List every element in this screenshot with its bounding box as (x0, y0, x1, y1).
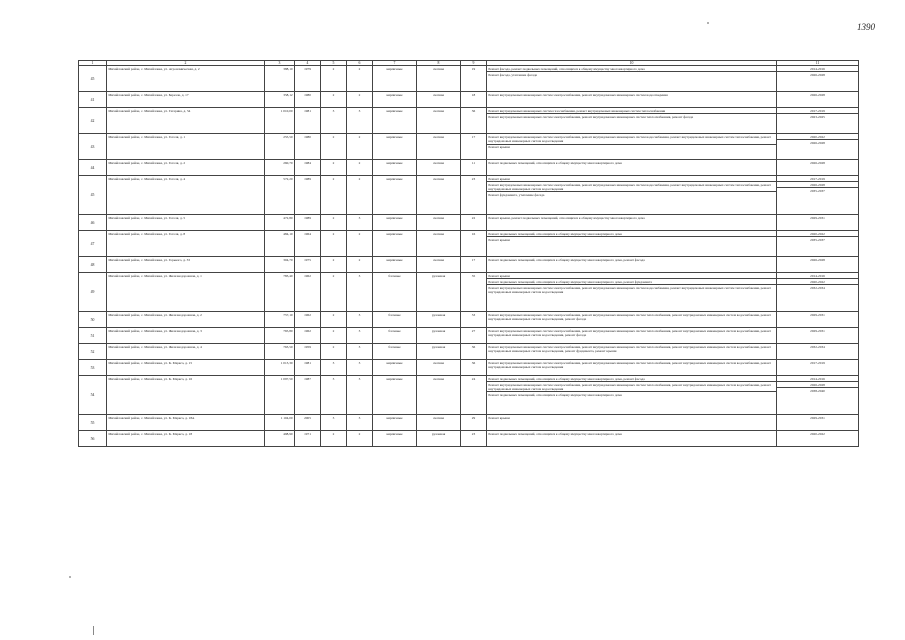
cell-roof: скатная (417, 231, 461, 257)
cell-roof: рулонная (417, 312, 461, 328)
work-item: Ремонт крыши, ремонт подвальных помещений, относящихся к общему имуществу многоквартирного дома (488, 216, 645, 221)
work-period: 2014-2016 (810, 377, 825, 382)
cell-works (487, 231, 777, 257)
cell-year: 1962 (295, 312, 321, 328)
cell-address: Михайловский район, с. Михайловка, ул. К. Маркса, д. 18 (107, 431, 265, 447)
cell-period (777, 344, 859, 360)
cell-works (487, 176, 777, 215)
work-period: 2020-2022 (810, 135, 825, 140)
cell-roof: скатная (417, 415, 461, 431)
cell-roof: скатная (417, 108, 461, 134)
work-item: Ремонт крыши (488, 274, 510, 279)
cell-num: 48 (79, 257, 107, 273)
cell-period (777, 92, 859, 108)
cell-roof: скатная (417, 66, 461, 92)
work-period: 2020-2022 (777, 278, 858, 284)
cell-walls: блочные (373, 312, 417, 328)
table-row (79, 257, 859, 273)
cell-c5: 3 (321, 360, 347, 376)
cell-c9: 19 (461, 66, 487, 92)
column-number: 5 (321, 61, 347, 66)
cell-walls: кирпичные (373, 215, 417, 231)
cell-area: 498,90 (265, 431, 295, 447)
cell-walls: кирпичные (373, 257, 417, 273)
cell-year: 1981 (295, 108, 321, 134)
column-number: 7 (373, 61, 417, 66)
cell-area: 783,40 (265, 273, 295, 312)
cell-c5: 3 (321, 108, 347, 134)
cell-address: Михайловский район, с. Михайловка, ул. Агрономическая, д. 2 (107, 66, 265, 92)
cell-c9: 17 (461, 134, 487, 160)
cell-c5: 2 (321, 257, 347, 273)
cell-area: 358,12 (265, 92, 295, 108)
cell-c5: 2 (321, 215, 347, 231)
work-period: 2029-2031 (810, 329, 825, 334)
work-item: Ремонт подвальных помещений, относящихся к общему имуществу многоквартирного дома, ремонт фундамента (487, 278, 776, 284)
cell-period (777, 66, 859, 92)
cell-c6: 3 (347, 312, 373, 328)
work-period: 2017-2019 (810, 109, 825, 114)
cell-period (777, 108, 859, 134)
cell-walls: кирпичные (373, 134, 417, 160)
cell-works (487, 160, 777, 176)
cell-address: Михайловский район, с. Михайловка, ул. Березов, д. 17 (107, 92, 265, 108)
work-period: 2014-2016 (810, 67, 825, 72)
work-item: Ремонт подвальных помещений, относящихся к общему имуществу многоквартирного дома, ремонт фасада (488, 377, 645, 382)
cell-num: 55 (79, 415, 107, 431)
cell-walls: кирпичные (373, 176, 417, 215)
cell-address: Михайловский район, с. Михайловка, ул. Гоголя, д. 1 (107, 134, 265, 160)
cell-num: 50 (79, 312, 107, 328)
cell-roof: скатная (417, 92, 461, 108)
cell-c6: 3 (347, 360, 373, 376)
cell-period (777, 231, 859, 257)
cell-year: 1971 (295, 431, 321, 447)
cell-walls: кирпичные (373, 431, 417, 447)
cell-address: Михайловский район, с. Михайловка, ул. Гоголя, д. 8 (107, 231, 265, 257)
work-item: Ремонт внутридомовых инженерных систем электроснабжения, ремонт внутридомовых инженерных систем водоснабжения, ремонт внутридомовых инженерных систем теплоснабжения, ремонт внутридомовых инженерных систем водоотведения (488, 135, 771, 144)
cell-year: 1989 (295, 215, 321, 231)
cell-year: 2005 (295, 415, 321, 431)
cell-num: 44 (79, 160, 107, 176)
cell-num: 45 (79, 176, 107, 215)
work-item: Ремонт внутридомовых инженерных систем электроснабжения, ремонт внутридомовых инженерных систем теплоснабжения, ремонт внутридомовых инженерных систем водоснабжения, ремонт внутридомовых инженерных систем водоотведения, ремонт фундамента, ремонт крыши (488, 345, 771, 354)
cell-area: 255,50 (265, 134, 295, 160)
cell-period (777, 376, 859, 415)
cell-c6: 2 (347, 176, 373, 215)
table-row (79, 273, 859, 312)
cell-works (487, 215, 777, 231)
work-item: Ремонт крыши (488, 177, 510, 182)
cell-address: Михайловский район, с. Михайловка, ул. Железнодорожная, д. 3 (107, 328, 265, 344)
work-period: 2029-2031 (810, 416, 825, 421)
table-row (79, 431, 859, 447)
cell-works (487, 66, 777, 92)
cell-num: 42 (79, 108, 107, 134)
cell-area: 484,10 (265, 231, 295, 257)
table-row (79, 344, 859, 360)
cell-c6: 3 (347, 108, 373, 134)
work-period: 2029-2031 (810, 216, 825, 221)
cell-c6: 2 (347, 231, 373, 257)
work-period: 2026-2028 (777, 381, 858, 387)
cell-address: Михайловский район, с. Михайловка, ул. Гоголя, д. 4 (107, 176, 265, 215)
cell-c9: 36 (461, 344, 487, 360)
cell-year: 1962 (295, 328, 321, 344)
cell-num: 53 (79, 360, 107, 376)
table-row (79, 134, 859, 160)
cell-walls: кирпичные (373, 160, 417, 176)
table-row (79, 176, 859, 215)
cell-c9: 11 (461, 160, 487, 176)
cell-c6: 2 (347, 431, 373, 447)
table-row (79, 312, 859, 328)
cell-walls: блочные (373, 344, 417, 360)
cell-c6: 3 (347, 215, 373, 231)
cell-num: 41 (79, 92, 107, 108)
cell-walls: кирпичные (373, 92, 417, 108)
cell-roof: скатная (417, 176, 461, 215)
cell-roof: рулонная (417, 344, 461, 360)
cell-period (777, 257, 859, 273)
cell-c5: 3 (321, 415, 347, 431)
cell-c5: 2 (321, 312, 347, 328)
work-item: Ремонт внутридомовых инженерных систем электроснабжения, ремонт внутридомовых инженерных систем водоснабжения, ремонт внутридомовых инженерных систем теплоснабжения, ремонт внутридомовых инженерных систем водоотведения (487, 284, 776, 294)
cell-area: 765,80 (265, 328, 295, 344)
work-period: 2029-2031 (810, 313, 825, 318)
work-item: Ремонт подвальных помещений, относящихся к общему имуществу многоквартирного дома (488, 432, 622, 437)
table-row (79, 108, 859, 134)
cell-year: 1980 (295, 134, 321, 160)
cell-c5: 2 (321, 344, 347, 360)
work-item: Ремонт внутридомовых инженерных систем электроснабжения, ремонт внутридомовых инженерных систем теплоснабжения, ремонт внутридомовых инженерных систем водоснабжения, ремонт внутридомовых инженерных систем водоотведения, ремонт фасада (488, 329, 771, 338)
work-item: Ремонт фундамента, утепление фасада (487, 191, 776, 197)
cell-area: 763,50 (265, 344, 295, 360)
table-row (79, 160, 859, 176)
cell-c9: 27 (461, 328, 487, 344)
cell-walls: блочные (373, 273, 417, 312)
page-number: 1390 (857, 22, 875, 32)
cell-walls: кирпичные (373, 66, 417, 92)
cell-walls: кирпичные (373, 415, 417, 431)
table-row (79, 215, 859, 231)
scan-speck (69, 576, 71, 578)
cell-address: Михайловский район, с. Михайловка, ул. Железнодорожная, д. 1 (107, 273, 265, 312)
cell-works (487, 92, 777, 108)
work-period: 2020-2022 (810, 432, 825, 437)
work-period: 2038-2040 (777, 387, 858, 393)
work-period: 2035-2037 (777, 236, 858, 242)
cell-area: 472,80 (265, 215, 295, 231)
column-number: 8 (417, 61, 461, 66)
work-period: 2026-2028 (777, 71, 858, 77)
table-row (79, 415, 859, 431)
work-item: Ремонт внутридомовых инженерных систем электроснабжения, ремонт внутридомовых инженерных систем водоснабжения, ремонт внутридомовых инженерных систем теплоснабжения, ремонт внутридомовых инженерных систем водоотведения (487, 181, 776, 191)
cell-works (487, 328, 777, 344)
cell-c9: 18 (461, 92, 487, 108)
work-item: Ремонт внутридомовых инженерных систем электроснабжения, ремонт внутридомовых инженерных систем теплоснабжения, ремонт внутридомовых инженерных систем водоснабжения, ремонт внутридомовых инженерных систем водоотведения (487, 381, 776, 391)
cell-address: Михайловский район, с. Михайловка, ул. К. Маркса, д. 16 (107, 376, 265, 415)
cell-c9: 22 (461, 215, 487, 231)
cell-works (487, 431, 777, 447)
cell-works (487, 257, 777, 273)
cell-c6: 2 (347, 66, 373, 92)
table-row (79, 66, 859, 92)
column-number: 9 (461, 61, 487, 66)
cell-walls: кирпичные (373, 108, 417, 134)
cell-period (777, 273, 859, 312)
cell-year: 1975 (295, 257, 321, 273)
cell-c9: 35 (461, 273, 487, 312)
cell-c6: 3 (347, 415, 373, 431)
table-body (79, 61, 859, 447)
work-period: 2026-2028 (810, 161, 825, 166)
cell-c6: 3 (347, 328, 373, 344)
cell-num: 52 (79, 344, 107, 360)
cell-address: Михайловский район, с. Михайловка, ул. Гоголя, д. 2 (107, 160, 265, 176)
cell-area: 260,70 (265, 160, 295, 176)
housing-register-table (78, 60, 859, 447)
cell-period (777, 176, 859, 215)
cell-c5: 2 (321, 160, 347, 176)
cell-area: 757,10 (265, 312, 295, 328)
work-period: 2026-2028 (810, 258, 825, 263)
cell-c6: 2 (347, 160, 373, 176)
column-number: 2 (107, 61, 265, 66)
work-period: 2014-2016 (810, 274, 825, 279)
work-item: Ремонт крыши (488, 416, 510, 421)
work-item: Ремонт крыши (487, 144, 776, 150)
work-item: Ремонт внутридомовых инженерных систем газоснабжения, ремонт внутридомовых инженерных систем теплоснабжения (488, 109, 666, 114)
work-period: 2017-2019 (810, 177, 825, 182)
work-item: Ремонт подвальных помещений, относящихся к общему имуществу многоквартирного дома (487, 391, 776, 397)
cell-works (487, 415, 777, 431)
cell-works (487, 273, 777, 312)
cell-area: 1 013,30 (265, 360, 295, 376)
cell-walls: кирпичные (373, 360, 417, 376)
work-item: Ремонт внутридомовых инженерных систем электроснабжения, ремонт внутридомовых инженерных систем теплоснабжения, ремонт внутридомовых инженерных систем водоснабжения, ремонт внутридомовых инженерных систем водоотведения (488, 361, 771, 370)
cell-year: 1962 (295, 273, 321, 312)
table-row (79, 92, 859, 108)
cell-roof: скатная (417, 160, 461, 176)
cell-num: 43 (79, 134, 107, 160)
cell-c9: 36 (461, 108, 487, 134)
cell-area: 1 097,50 (265, 376, 295, 415)
cell-num: 51 (79, 328, 107, 344)
cell-walls: кирпичные (373, 231, 417, 257)
cell-area: 1 010,00 (265, 108, 295, 134)
work-item: Ремонт внутридомовых инженерных систем электроснабжения, ремонт внутридомовых инженерных систем теплоснабжения, ремонт фасада (487, 113, 776, 119)
cell-roof: скатная (417, 215, 461, 231)
table-row (79, 376, 859, 415)
cell-roof: рулонная (417, 273, 461, 312)
cell-year: 1984 (295, 160, 321, 176)
column-number: 11 (777, 61, 859, 66)
cell-works (487, 108, 777, 134)
work-period: 2026-2028 (777, 181, 858, 187)
cell-c5: 2 (321, 431, 347, 447)
work-item: Ремонт внутридомовых инженерных систем электроснабжения, ремонт внутридомовых инженерных систем теплоснабжения, ремонт внутридомовых инженерных систем водоснабжения, ремонт внутридомовых инженерных систем водоотведения, ремонт фасада (488, 313, 771, 322)
work-period: 2020-2022 (810, 232, 825, 237)
cell-c5: 2 (321, 231, 347, 257)
cell-period (777, 312, 859, 328)
table-row (79, 360, 859, 376)
cell-c6: 3 (347, 376, 373, 415)
cell-c9: 29 (461, 415, 487, 431)
cell-year: 1979 (295, 66, 321, 92)
cell-period (777, 360, 859, 376)
work-item: Ремонт крыши (487, 236, 776, 242)
cell-year: 1964 (295, 231, 321, 257)
table-row (79, 231, 859, 257)
cell-c9: 23 (461, 176, 487, 215)
cell-roof: рулонная (417, 328, 461, 344)
cell-c6: 3 (347, 273, 373, 312)
cell-c5: 2 (321, 176, 347, 215)
column-number: 6 (347, 61, 373, 66)
cell-c6: 2 (347, 92, 373, 108)
cell-c6: 2 (347, 134, 373, 160)
cell-roof: скатная (417, 134, 461, 160)
column-number: 1 (79, 61, 107, 66)
cell-address: Михайловский район, с. Михайловка, ул. Гоголя, д. 5 (107, 215, 265, 231)
cell-works (487, 134, 777, 160)
cell-roof: скатная (417, 376, 461, 415)
cell-num: 46 (79, 215, 107, 231)
cell-year: 1980 (295, 92, 321, 108)
cell-year: 1987 (295, 376, 321, 415)
cell-period (777, 415, 859, 431)
work-period: 2032-2034 (810, 345, 825, 350)
cell-roof: скатная (417, 360, 461, 376)
cell-period (777, 160, 859, 176)
cell-year: 1981 (295, 360, 321, 376)
work-period: 2017-2019 (810, 361, 825, 366)
cell-period (777, 215, 859, 231)
cell-roof: рулонная (417, 431, 461, 447)
cell-num: 45 (79, 66, 107, 92)
column-number: 4 (295, 61, 321, 66)
cell-year: 1959 (295, 344, 321, 360)
work-period: 2023-2025 (777, 113, 858, 119)
cell-c6: 3 (347, 344, 373, 360)
cell-works (487, 360, 777, 376)
cell-num: 54 (79, 376, 107, 415)
cell-c9: 17 (461, 257, 487, 273)
cell-address: Михайловский район, с. Михайловка, ул. Железнодорожная, д. 2 (107, 312, 265, 328)
cell-num: 49 (79, 273, 107, 312)
cell-c6: 2 (347, 257, 373, 273)
cell-c5: 2 (321, 134, 347, 160)
cell-c5: 2 (321, 273, 347, 312)
work-period: 2035-2037 (777, 187, 858, 193)
cell-works (487, 344, 777, 360)
cell-works (487, 312, 777, 328)
cell-walls: кирпичные (373, 376, 417, 415)
cell-c5: 3 (321, 376, 347, 415)
cell-works (487, 376, 777, 415)
cell-year: 1989 (295, 176, 321, 215)
work-period: 2026-2028 (777, 139, 858, 145)
cell-walls: блочные (373, 328, 417, 344)
cell-period (777, 328, 859, 344)
work-item: Ремонт фасада, утепление фасада (487, 71, 776, 77)
cell-address: Михайловский район, с. Михайловка, ул. Горького, д. 33 (107, 257, 265, 273)
cell-c5: 2 (321, 66, 347, 92)
work-item: Ремонт фасада, ремонт подвальных помещений, относящихся к общему имуществу многоквартирного дома (488, 67, 645, 72)
cell-c9: 23 (461, 431, 487, 447)
cell-area: 304,70 (265, 257, 295, 273)
scan-speck (707, 22, 709, 24)
cell-area: 572,20 (265, 176, 295, 215)
cell-address: Михайловский район, с. Михайловка, ул. Железнодорожная, д. 4 (107, 344, 265, 360)
cell-period (777, 134, 859, 160)
cell-c9: 16 (461, 231, 487, 257)
cell-c9: 33 (461, 312, 487, 328)
column-number: 10 (487, 61, 777, 66)
work-item: Ремонт подвальных помещений, относящихся к общему имуществу многоквартирного дома, ремонт фасада (488, 258, 645, 263)
cell-c9: 36 (461, 360, 487, 376)
cell-c5: 2 (321, 92, 347, 108)
column-number: 3 (265, 61, 295, 66)
binding-mark (93, 626, 94, 635)
cell-address: Михайловский район, с. Михайловка, ул. К. Маркса, д. 15 (107, 360, 265, 376)
cell-address: Михайловский район, с. Михайловка, ул. Гагарина, д. 54 (107, 108, 265, 134)
cell-address: Михайловский район, с. Михайловка, ул. К. Маркса, д. 18А (107, 415, 265, 431)
cell-area: 1 104,00 (265, 415, 295, 431)
work-item: Ремонт внутридомовых инженерных систем электроснабжения, ремонт внутридомовых инженерных систем водоотведения (488, 93, 668, 98)
cell-c5: 2 (321, 328, 347, 344)
work-item: Ремонт подвальных помещений, относящихся к общему имуществу многоквартирного дома (488, 161, 622, 166)
cell-area: 388,10 (265, 66, 295, 92)
work-period: 2032-2034 (777, 284, 858, 290)
work-period: 2026-2028 (810, 93, 825, 98)
cell-num: 47 (79, 231, 107, 257)
cell-num: 56 (79, 431, 107, 447)
work-item: Ремонт подвальных помещений, относящихся к общему имуществу многоквартирного дома (488, 232, 622, 237)
cell-c9: 24 (461, 376, 487, 415)
cell-roof: скатная (417, 257, 461, 273)
cell-period (777, 431, 859, 447)
table-row (79, 328, 859, 344)
